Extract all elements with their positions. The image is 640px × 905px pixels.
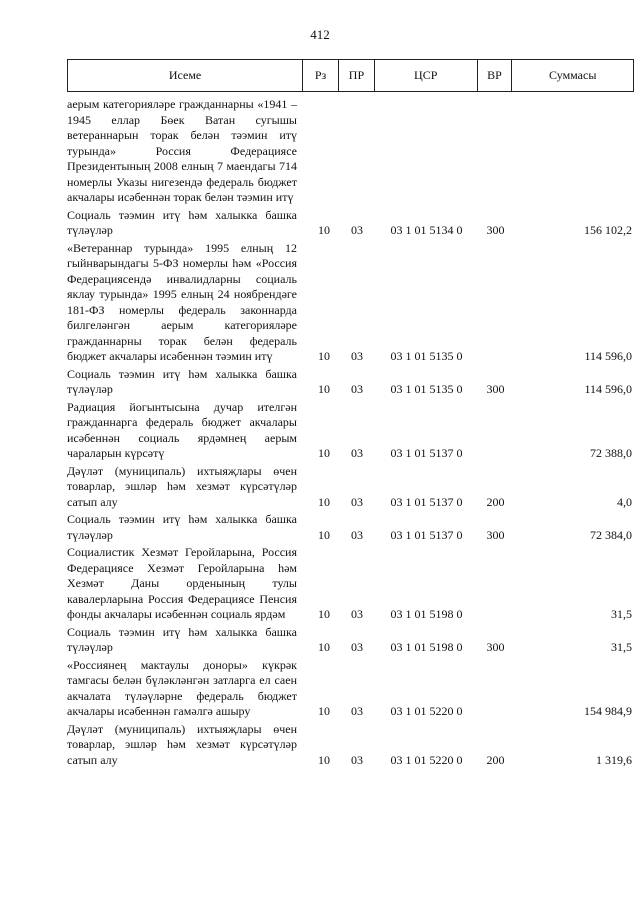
row-name: Социаль тәэмин итү һәм халыкка башка түләүләр [67,512,297,542]
row-pr: 03 [351,494,363,509]
row-vr: 200 [486,494,505,509]
row-rz: 10 [318,527,330,542]
row-name: Социаль тәэмин итү һәм халыкка башка түләүләр [67,624,297,654]
row-csr: 03 1 01 5137 0 [390,446,463,460]
row-name: «Россиянең мактаулы доноры» күкрәк тамгасы белән бүләкләнгән затларга ел саен акчалата түләүләрне федераль бюджет акчалары исәбеннән гамәлгә ашыру [67,657,297,718]
table-row [67,97,634,206]
row-rz: 10 [318,752,330,767]
table-header [67,59,634,92]
table-row [67,464,634,511]
row-sum: 31,5 [611,607,632,621]
table-row [67,241,634,365]
row-pr: 03 [351,382,363,396]
row-sum: 156 102,2 [584,223,632,237]
row-sum: 114 596,0 [584,382,632,396]
row-name: Дәүләт (муниципаль) ихтыяҗлары өчен товарлар, эшләр һәм хезмәт күрсәтүләр сатып алу [67,463,297,509]
row-pr: 03 [351,527,363,542]
header-sum: Суммасы [549,68,597,82]
row-name: аерым категорияләре гражданнарны «1941 – 1945 еллар Бөек Ватан сугышы ветераннарын торак белән тәэмин итү турында» Россия Федерациясе Президентының 2008 елның 7 маендагы 714 номерлы Указы нигезендә федераль бюджет акчалары исәбеннән торак белән тәэмин итү [67,97,297,204]
row-name: Социаль тәэмин итү һәм халыкка башка түләүләр [67,207,297,237]
row-sum: 72 388,0 [590,446,632,460]
row-vr: 300 [486,223,505,237]
header-rz: Рз [303,60,339,91]
row-pr: 03 [351,446,363,460]
table-body [67,97,634,770]
row-pr: 03 [351,349,363,363]
row-pr: 03 [351,704,363,718]
row-rz: 10 [318,349,330,363]
row-vr: 200 [486,752,505,767]
row-sum: 72 384,0 [590,527,632,542]
row-rz: 10 [318,607,330,621]
row-rz: 10 [318,382,330,396]
row-csr: 03 1 01 5134 0 [390,223,463,237]
row-pr: 03 [351,223,363,237]
row-csr: 03 1 01 5137 0 [390,527,463,542]
row-vr: 300 [486,527,505,542]
row-rz: 10 [318,640,330,654]
row-csr: 03 1 01 5135 0 [390,349,463,363]
row-sum: 154 984,9 [584,704,632,718]
row-name: Социалистик Хезмәт Геройларына, Россия Федерациясе Хезмәт Геройларына һәм Хезмәт Даны орденының тулы кавалерларына Россия Федерациясе Пенсия фонды акчалары исәбеннән социаль ярдәм [67,545,297,621]
header-vr: ВР [478,60,513,91]
row-name: Дәүләт (муниципаль) ихтыяҗлары өчен товарлар, эшләр һәм хезмәт күрсәтүләр сатып алу [67,721,297,767]
row-sum: 114 596,0 [584,349,632,363]
table-row [67,658,634,720]
row-rz: 10 [318,704,330,718]
header-name: Исеме [68,60,303,91]
table-row [67,208,634,239]
row-rz: 10 [318,446,330,460]
table-row [67,722,634,769]
row-name: Социаль тәэмин итү һәм халыкка башка түләүләр [67,366,297,396]
row-pr: 03 [351,640,363,654]
row-pr: 03 [351,607,363,621]
table-row [67,512,634,543]
row-name: «Ветераннар турында» 1995 елның 12 гыйнварындагы 5-ФЗ номерлы һәм «Россия Федерациясендә инвалидларны социаль яклау турында» 1995 елның 24 ноябрендәге 181-ФЗ номерлы федераль законнарда билгеләнгән аерым категорияләре гражданнарны торак белән федераль бюджет акчалары исәбеннән тәэмин итү [67,240,297,363]
page-number: 412 [310,27,330,42]
row-sum: 31,5 [611,640,632,654]
row-csr: 03 1 01 5137 0 [390,494,463,509]
row-vr: 300 [486,382,505,396]
row-name: Радиация йогынтысына дучар ителгән гражданнарга федераль бюджет акчалары исәбеннән социаль ярдәмнең аерым чараларын күрсәтү [67,399,297,460]
header-pr: ПР [339,60,375,91]
row-csr: 03 1 01 5135 0 [390,382,463,396]
row-rz: 10 [318,223,330,237]
row-csr: 03 1 01 5220 0 [390,704,463,718]
row-csr: 03 1 01 5220 0 [390,752,463,767]
row-vr: 300 [486,640,505,654]
row-sum: 1 319,6 [596,752,632,767]
row-sum: 4,0 [617,494,632,509]
row-rz: 10 [318,494,330,509]
table-row [67,367,634,398]
table-row [67,400,634,462]
row-csr: 03 1 01 5198 0 [390,640,463,654]
table-row [67,545,634,623]
header-csr: ЦСР [375,60,478,91]
table-row [67,625,634,656]
row-csr: 03 1 01 5198 0 [390,607,463,621]
row-pr: 03 [351,752,363,767]
